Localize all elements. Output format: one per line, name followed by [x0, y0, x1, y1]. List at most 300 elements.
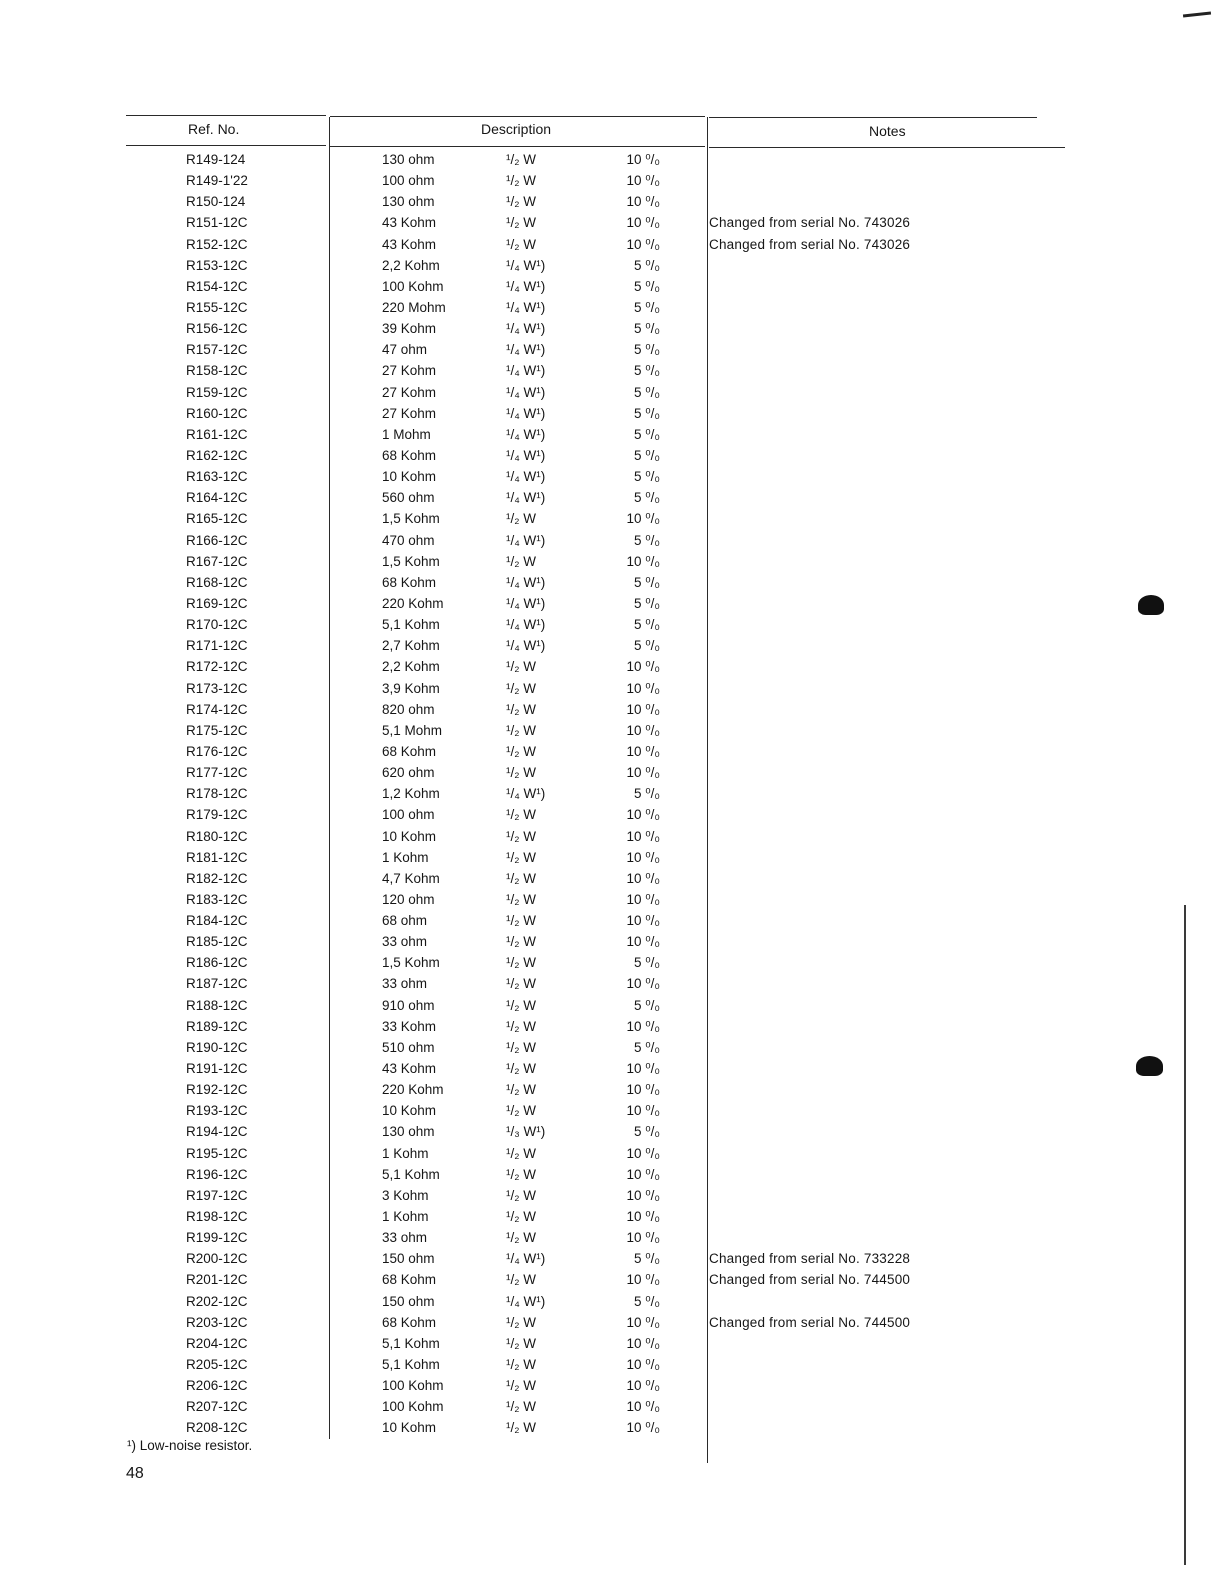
ref-no-cell: R172-12C	[186, 659, 248, 675]
ref-no-cell: R171-12C	[186, 638, 248, 654]
ref-no-cell: R181-12C	[186, 849, 248, 865]
table-row	[0, 910, 1225, 931]
power-rating-cell: ¹/₄ W¹)	[506, 490, 546, 506]
power-rating-cell: ¹/₂ W	[506, 1272, 536, 1288]
power-rating-cell: ¹/₂ W	[506, 1103, 536, 1119]
resistance-value-cell: 68 Kohm	[382, 743, 437, 759]
tolerance-cell: 10 ⁰/₀	[626, 849, 660, 865]
table-row	[0, 170, 1225, 191]
table-row	[0, 1333, 1225, 1354]
ref-no-cell: R199-12C	[186, 1230, 248, 1246]
ref-no-cell: R193-12C	[186, 1103, 248, 1119]
table-row	[0, 276, 1225, 297]
ref-no-cell: R154-12C	[186, 278, 248, 294]
power-rating-cell: ¹/₄ W¹)	[506, 299, 546, 315]
header-notes: Notes	[869, 123, 906, 139]
resistance-value-cell: 33 ohm	[382, 934, 428, 950]
tolerance-cell: 10 ⁰/₀	[626, 173, 660, 189]
ref-no-cell: R159-12C	[186, 384, 248, 400]
power-rating-cell: ¹/₂ W	[506, 680, 536, 696]
power-rating-cell: ¹/₂ W	[506, 152, 536, 167]
power-rating-cell: ¹/₂ W	[506, 236, 536, 252]
tolerance-cell: 10 ⁰/₀	[626, 1103, 660, 1119]
page-number: 48	[126, 1465, 144, 1482]
note-cell: Changed from serial No. 744500	[709, 1272, 911, 1288]
tolerance-cell: 10 ⁰/₀	[626, 1378, 660, 1394]
tolerance-cell: 5 ⁰/₀	[633, 405, 660, 421]
ref-no-cell: R157-12C	[186, 342, 248, 358]
table-row	[0, 1396, 1225, 1417]
table-row	[0, 635, 1225, 656]
table-row	[0, 1143, 1225, 1164]
power-rating-cell: ¹/₂ W	[506, 1209, 536, 1225]
resistance-value-cell: 1,2 Kohm	[382, 786, 440, 802]
tolerance-cell: 10 ⁰/₀	[626, 1061, 660, 1077]
table-row	[0, 1269, 1225, 1290]
resistance-value-cell: 43 Kohm	[382, 1061, 437, 1077]
resistance-value-cell: 510 ohm	[382, 1039, 435, 1055]
power-rating-cell: ¹/₂ W	[506, 553, 536, 569]
ref-no-cell: R161-12C	[186, 426, 248, 442]
table-row	[0, 593, 1225, 614]
table-row	[0, 1164, 1225, 1185]
resistance-value-cell: 560 ohm	[382, 490, 435, 506]
table-row	[0, 783, 1225, 804]
table-row	[0, 508, 1225, 529]
header-description: Description	[481, 121, 552, 137]
ref-no-cell: R150-124	[186, 194, 246, 210]
ref-no-cell: R198-12C	[186, 1209, 248, 1225]
ref-no-cell: R160-12C	[186, 405, 248, 421]
power-rating-cell: ¹/₂ W	[506, 1230, 536, 1246]
power-rating-cell: ¹/₂ W	[506, 1357, 536, 1373]
header-top-rule	[330, 116, 705, 117]
header-bottom-rule	[709, 147, 1065, 148]
resistance-value-cell: 3 Kohm	[382, 1187, 429, 1203]
resistance-value-cell: 100 ohm	[382, 173, 435, 189]
power-rating-cell: ¹/₄ W¹)	[506, 574, 546, 590]
tolerance-cell: 10 ⁰/₀	[626, 1357, 660, 1373]
ref-no-cell: R200-12C	[186, 1251, 248, 1267]
table-row	[0, 973, 1225, 994]
ref-no-cell: R182-12C	[186, 870, 248, 886]
footnote: ¹) Low-noise resistor.	[127, 1438, 253, 1453]
tolerance-cell: 10 ⁰/₀	[626, 1420, 660, 1436]
resistance-value-cell: 5,1 Kohm	[382, 617, 440, 633]
resistance-value-cell: 220 Kohm	[382, 595, 444, 611]
resistance-value-cell: 100 Kohm	[382, 278, 444, 294]
power-rating-cell: ¹/₂ W	[506, 194, 536, 210]
ref-no-cell: R190-12C	[186, 1039, 248, 1055]
table-row	[0, 1016, 1225, 1037]
table-row	[0, 847, 1225, 868]
ref-no-cell: R162-12C	[186, 447, 248, 463]
resistance-value-cell: 33 ohm	[382, 976, 428, 992]
resistor-table	[0, 149, 1225, 1439]
header-bottom-rule	[126, 145, 326, 146]
table-row	[0, 762, 1225, 783]
ref-no-cell: R205-12C	[186, 1357, 248, 1373]
ref-no-cell: R208-12C	[186, 1420, 248, 1436]
table-row	[0, 1121, 1225, 1142]
table-row	[0, 318, 1225, 339]
ref-no-cell: R207-12C	[186, 1399, 248, 1415]
binder-hole-mark	[1138, 595, 1164, 615]
ref-no-cell: R156-12C	[186, 321, 248, 337]
tolerance-cell: 10 ⁰/₀	[626, 1399, 660, 1415]
resistance-value-cell: 1,5 Kohm	[382, 553, 440, 569]
power-rating-cell: ¹/₂ W	[506, 659, 536, 675]
power-rating-cell: ¹/₃ W¹)	[506, 1124, 546, 1140]
tolerance-cell: 10 ⁰/₀	[626, 194, 660, 210]
header-top-rule	[126, 115, 326, 116]
resistance-value-cell: 130 ohm	[382, 1124, 435, 1140]
table-row	[0, 1248, 1225, 1269]
tolerance-cell: 10 ⁰/₀	[626, 659, 660, 675]
ref-no-cell: R166-12C	[186, 532, 248, 548]
power-rating-cell: ¹/₂ W	[506, 511, 536, 527]
power-rating-cell: ¹/₄ W¹)	[506, 469, 546, 485]
tolerance-cell: 5 ⁰/₀	[633, 532, 660, 548]
table-row	[0, 149, 1225, 170]
tolerance-cell: 10 ⁰/₀	[626, 511, 660, 527]
tolerance-cell: 5 ⁰/₀	[633, 447, 660, 463]
ref-no-cell: R202-12C	[186, 1293, 248, 1309]
power-rating-cell: ¹/₂ W	[506, 955, 536, 971]
resistance-value-cell: 3,9 Kohm	[382, 680, 440, 696]
ref-no-cell: R163-12C	[186, 469, 248, 485]
resistance-value-cell: 5,1 Kohm	[382, 1166, 440, 1182]
table-row	[0, 656, 1225, 677]
ref-no-cell: R179-12C	[186, 807, 248, 823]
table-row	[0, 952, 1225, 973]
power-rating-cell: ¹/₂ W	[506, 173, 536, 189]
tolerance-cell: 5 ⁰/₀	[633, 363, 660, 379]
note-cell: Changed from serial No. 744500	[709, 1314, 911, 1330]
resistance-value-cell: 130 ohm	[382, 152, 435, 167]
power-rating-cell: ¹/₄ W¹)	[506, 257, 546, 273]
ref-no-cell: R155-12C	[186, 299, 248, 315]
resistance-value-cell: 1,5 Kohm	[382, 511, 440, 527]
power-rating-cell: ¹/₄ W¹)	[506, 321, 546, 337]
table-row	[0, 699, 1225, 720]
power-rating-cell: ¹/₄ W¹)	[506, 363, 546, 379]
ref-no-cell: R168-12C	[186, 574, 248, 590]
resistance-value-cell: 1 Kohm	[382, 849, 429, 865]
ref-no-cell: R187-12C	[186, 976, 248, 992]
table-row	[0, 530, 1225, 551]
power-rating-cell: ¹/₂ W	[506, 1335, 536, 1351]
ref-no-cell: R191-12C	[186, 1061, 248, 1077]
tolerance-cell: 10 ⁰/₀	[626, 1209, 660, 1225]
ref-no-cell: R174-12C	[186, 701, 248, 717]
ref-no-cell: R164-12C	[186, 490, 248, 506]
power-rating-cell: ¹/₂ W	[506, 976, 536, 992]
ref-no-cell: R153-12C	[186, 257, 248, 273]
power-rating-cell: ¹/₂ W	[506, 1061, 536, 1077]
resistance-value-cell: 910 ohm	[382, 997, 435, 1013]
table-row	[0, 720, 1225, 741]
tolerance-cell: 5 ⁰/₀	[633, 617, 660, 633]
tolerance-cell: 10 ⁰/₀	[626, 891, 660, 907]
note-cell: Changed from serial No. 733228	[709, 1251, 911, 1267]
tolerance-cell: 5 ⁰/₀	[633, 469, 660, 485]
table-row	[0, 1375, 1225, 1396]
table-row	[0, 255, 1225, 276]
power-rating-cell: ¹/₄ W¹)	[506, 786, 546, 802]
power-rating-cell: ¹/₂ W	[506, 997, 536, 1013]
power-rating-cell: ¹/₂ W	[506, 934, 536, 950]
ref-no-cell: R167-12C	[186, 553, 248, 569]
table-row	[0, 572, 1225, 593]
resistance-value-cell: 220 Mohm	[382, 299, 446, 315]
power-rating-cell: ¹/₂ W	[506, 1018, 536, 1034]
resistance-value-cell: 27 Kohm	[382, 384, 437, 400]
resistance-value-cell: 33 Kohm	[382, 1018, 437, 1034]
tolerance-cell: 5 ⁰/₀	[633, 786, 660, 802]
tolerance-cell: 10 ⁰/₀	[626, 215, 660, 231]
ref-no-cell: R195-12C	[186, 1145, 248, 1161]
power-rating-cell: ¹/₂ W	[506, 701, 536, 717]
tolerance-cell: 10 ⁰/₀	[626, 701, 660, 717]
header-ref-no: Ref. No.	[188, 121, 240, 137]
resistance-value-cell: 43 Kohm	[382, 236, 437, 252]
resistance-value-cell: 47 ohm	[382, 342, 428, 358]
power-rating-cell: ¹/₄ W¹)	[506, 638, 546, 654]
power-rating-cell: ¹/₂ W	[506, 1187, 536, 1203]
resistance-value-cell: 5,1 Kohm	[382, 1335, 440, 1351]
header-top-rule	[709, 117, 1037, 118]
resistance-value-cell: 150 ohm	[382, 1293, 435, 1309]
power-rating-cell: ¹/₂ W	[506, 807, 536, 823]
table-row	[0, 868, 1225, 889]
resistance-value-cell: 33 ohm	[382, 1230, 428, 1246]
table-row	[0, 234, 1225, 255]
scan-mark	[1183, 12, 1211, 18]
ref-no-cell: R149-124	[186, 152, 246, 167]
table-row	[0, 741, 1225, 762]
resistance-value-cell: 820 ohm	[382, 701, 435, 717]
power-rating-cell: ¹/₄ W¹)	[506, 595, 546, 611]
power-rating-cell: ¹/₄ W¹)	[506, 278, 546, 294]
tolerance-cell: 5 ⁰/₀	[633, 426, 660, 442]
ref-no-cell: R196-12C	[186, 1166, 248, 1182]
ref-no-cell: R186-12C	[186, 955, 248, 971]
tolerance-cell: 10 ⁰/₀	[626, 1272, 660, 1288]
tolerance-cell: 5 ⁰/₀	[633, 342, 660, 358]
tolerance-cell: 5 ⁰/₀	[633, 321, 660, 337]
tolerance-cell: 10 ⁰/₀	[626, 680, 660, 696]
table-row	[0, 804, 1225, 825]
power-rating-cell: ¹/₄ W¹)	[506, 426, 546, 442]
ref-no-cell: R170-12C	[186, 617, 248, 633]
tolerance-cell: 10 ⁰/₀	[626, 913, 660, 929]
resistance-value-cell: 68 Kohm	[382, 1314, 437, 1330]
resistance-value-cell: 1 Kohm	[382, 1209, 429, 1225]
ref-no-cell: R175-12C	[186, 722, 248, 738]
ref-no-cell: R183-12C	[186, 891, 248, 907]
table-row	[0, 1417, 1225, 1438]
tolerance-cell: 5 ⁰/₀	[633, 595, 660, 611]
resistance-value-cell: 39 Kohm	[382, 321, 437, 337]
ref-no-cell: R176-12C	[186, 743, 248, 759]
resistance-value-cell: 27 Kohm	[382, 363, 437, 379]
binder-hole-mark	[1136, 1056, 1163, 1076]
table-row	[0, 551, 1225, 572]
ref-no-cell: R158-12C	[186, 363, 248, 379]
resistance-value-cell: 2,2 Kohm	[382, 257, 440, 273]
scan-edge-line	[1184, 905, 1186, 1565]
tolerance-cell: 10 ⁰/₀	[626, 1018, 660, 1034]
ref-no-cell: R165-12C	[186, 511, 248, 527]
tolerance-cell: 10 ⁰/₀	[626, 152, 660, 167]
ref-no-cell: R180-12C	[186, 828, 248, 844]
ref-no-cell: R188-12C	[186, 997, 248, 1013]
header-bottom-rule	[330, 146, 705, 147]
note-cell: Changed from serial No. 743026	[709, 236, 911, 252]
table-row	[0, 1185, 1225, 1206]
table-row	[0, 1291, 1225, 1312]
ref-no-cell: R189-12C	[186, 1018, 248, 1034]
tolerance-cell: 10 ⁰/₀	[626, 870, 660, 886]
resistance-value-cell: 5,1 Mohm	[382, 722, 443, 738]
table-row	[0, 1312, 1225, 1333]
power-rating-cell: ¹/₄ W¹)	[506, 1251, 546, 1267]
table-row	[0, 360, 1225, 381]
tolerance-cell: 5 ⁰/₀	[633, 257, 660, 273]
table-row	[0, 931, 1225, 952]
tolerance-cell: 10 ⁰/₀	[626, 1166, 660, 1182]
ref-no-cell: R178-12C	[186, 786, 248, 802]
ref-no-cell: R149-1'22	[186, 173, 248, 189]
resistance-value-cell: 1 Mohm	[382, 426, 431, 442]
resistance-value-cell: 10 Kohm	[382, 469, 437, 485]
table-row	[0, 1058, 1225, 1079]
power-rating-cell: ¹/₂ W	[506, 1039, 536, 1055]
resistance-value-cell: 1 Kohm	[382, 1145, 429, 1161]
tolerance-cell: 5 ⁰/₀	[633, 1124, 660, 1140]
ref-no-cell: R203-12C	[186, 1314, 248, 1330]
power-rating-cell: ¹/₄ W¹)	[506, 1293, 546, 1309]
power-rating-cell: ¹/₂ W	[506, 891, 536, 907]
power-rating-cell: ¹/₄ W¹)	[506, 405, 546, 421]
resistance-value-cell: 220 Kohm	[382, 1082, 444, 1098]
ref-no-cell: R184-12C	[186, 913, 248, 929]
resistance-value-cell: 5,1 Kohm	[382, 1357, 440, 1373]
table-row	[0, 1079, 1225, 1100]
tolerance-cell: 5 ⁰/₀	[633, 638, 660, 654]
power-rating-cell: ¹/₂ W	[506, 828, 536, 844]
resistance-value-cell: 68 Kohm	[382, 574, 437, 590]
table-row	[0, 826, 1225, 847]
tolerance-cell: 10 ⁰/₀	[626, 828, 660, 844]
table-row	[0, 614, 1225, 635]
tolerance-cell: 10 ⁰/₀	[626, 553, 660, 569]
tolerance-cell: 10 ⁰/₀	[626, 1335, 660, 1351]
tolerance-cell: 10 ⁰/₀	[626, 765, 660, 781]
table-row	[0, 212, 1225, 233]
power-rating-cell: ¹/₂ W	[506, 1145, 536, 1161]
power-rating-cell: ¹/₄ W¹)	[506, 342, 546, 358]
tolerance-cell: 10 ⁰/₀	[626, 1145, 660, 1161]
power-rating-cell: ¹/₂ W	[506, 1082, 536, 1098]
resistance-value-cell: 150 ohm	[382, 1251, 435, 1267]
table-row	[0, 339, 1225, 360]
power-rating-cell: ¹/₂ W	[506, 1166, 536, 1182]
table-row	[0, 995, 1225, 1016]
table-row	[0, 445, 1225, 466]
resistance-value-cell: 10 Kohm	[382, 828, 437, 844]
power-rating-cell: ¹/₂ W	[506, 1314, 536, 1330]
resistance-value-cell: 10 Kohm	[382, 1420, 437, 1436]
ref-no-cell: R169-12C	[186, 595, 248, 611]
ref-no-cell: R152-12C	[186, 236, 248, 252]
resistance-value-cell: 130 ohm	[382, 194, 435, 210]
note-cell: Changed from serial No. 743026	[709, 215, 911, 231]
resistance-value-cell: 4,7 Kohm	[382, 870, 440, 886]
tolerance-cell: 10 ⁰/₀	[626, 1314, 660, 1330]
table-row	[0, 1037, 1225, 1058]
power-rating-cell: ¹/₂ W	[506, 913, 536, 929]
tolerance-cell: 5 ⁰/₀	[633, 1251, 660, 1267]
power-rating-cell: ¹/₄ W¹)	[506, 447, 546, 463]
power-rating-cell: ¹/₂ W	[506, 765, 536, 781]
power-rating-cell: ¹/₂ W	[506, 1399, 536, 1415]
resistance-value-cell: 10 Kohm	[382, 1103, 437, 1119]
table-row	[0, 424, 1225, 445]
table-row	[0, 403, 1225, 424]
ref-no-cell: R204-12C	[186, 1335, 248, 1351]
power-rating-cell: ¹/₂ W	[506, 722, 536, 738]
table-row	[0, 297, 1225, 318]
table-row	[0, 1227, 1225, 1248]
tolerance-cell: 10 ⁰/₀	[626, 1082, 660, 1098]
resistance-value-cell: 2,2 Kohm	[382, 659, 440, 675]
resistance-value-cell: 100 Kohm	[382, 1399, 444, 1415]
resistance-value-cell: 43 Kohm	[382, 215, 437, 231]
table-row	[0, 889, 1225, 910]
ref-no-cell: R201-12C	[186, 1272, 248, 1288]
power-rating-cell: ¹/₄ W¹)	[506, 532, 546, 548]
power-rating-cell: ¹/₄ W¹)	[506, 617, 546, 633]
tolerance-cell: 5 ⁰/₀	[633, 384, 660, 400]
tolerance-cell: 10 ⁰/₀	[626, 236, 660, 252]
ref-no-cell: R197-12C	[186, 1187, 248, 1203]
tolerance-cell: 5 ⁰/₀	[633, 574, 660, 590]
tolerance-cell: 5 ⁰/₀	[633, 299, 660, 315]
ref-no-cell: R194-12C	[186, 1124, 248, 1140]
power-rating-cell: ¹/₂ W	[506, 1378, 536, 1394]
tolerance-cell: 5 ⁰/₀	[633, 1039, 660, 1055]
tolerance-cell: 10 ⁰/₀	[626, 934, 660, 950]
power-rating-cell: ¹/₂ W	[506, 1420, 536, 1436]
resistance-value-cell: 27 Kohm	[382, 405, 437, 421]
tolerance-cell: 10 ⁰/₀	[626, 1187, 660, 1203]
ref-no-cell: R173-12C	[186, 680, 248, 696]
tolerance-cell: 10 ⁰/₀	[626, 722, 660, 738]
power-rating-cell: ¹/₂ W	[506, 870, 536, 886]
resistance-value-cell: 620 ohm	[382, 765, 435, 781]
resistance-value-cell: 68 Kohm	[382, 1272, 437, 1288]
table-row	[0, 678, 1225, 699]
tolerance-cell: 10 ⁰/₀	[626, 976, 660, 992]
table-row	[0, 191, 1225, 212]
resistance-value-cell: 2,7 Kohm	[382, 638, 440, 654]
resistance-value-cell: 470 ohm	[382, 532, 435, 548]
power-rating-cell: ¹/₂ W	[506, 849, 536, 865]
tolerance-cell: 5 ⁰/₀	[633, 1293, 660, 1309]
table-row	[0, 1100, 1225, 1121]
